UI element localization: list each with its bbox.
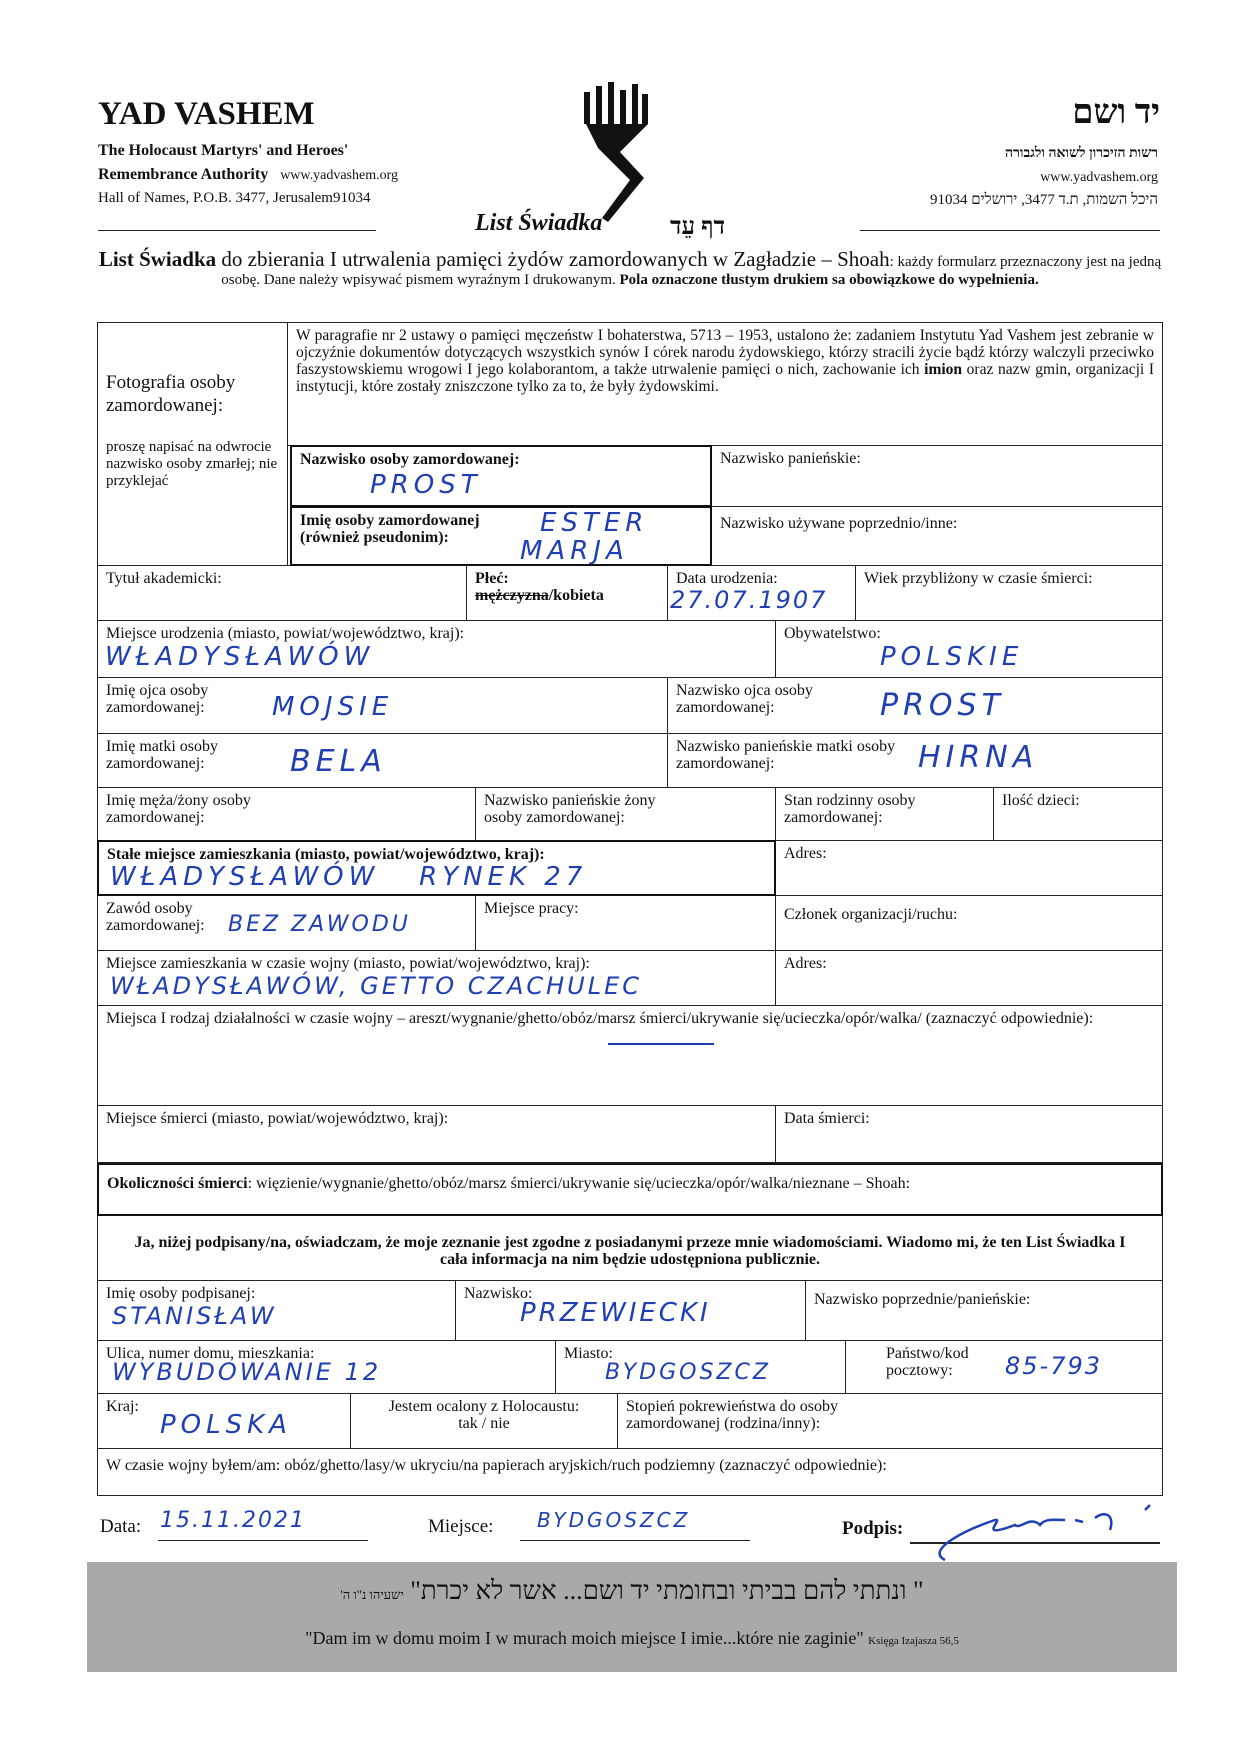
survivor-field[interactable]: Jestem ocalony z Holocaustu: tak / nie xyxy=(350,1393,618,1449)
website-he: www.yadvashem.org xyxy=(1040,170,1158,185)
org-name: YAD VASHEM xyxy=(98,96,315,132)
maiden-name-field[interactable]: Nazwisko panieńskie: xyxy=(711,445,1163,507)
war-residence-field[interactable]: Miejsce zamieszkania w czasie wojny (miasto, powiat/województwo, kraj): xyxy=(97,950,776,1006)
father-surname-value: PROST xyxy=(880,688,1005,723)
birth-date-value: 27.07.1907 xyxy=(670,586,828,614)
residence-value: WŁADYSŁAWÓW RYNEK 27 xyxy=(110,862,588,892)
place-value: BYDGOSZCZ xyxy=(537,1508,691,1532)
age-field[interactable]: Wiek przybliżony w czasie śmierci: xyxy=(855,565,1163,621)
form-title-he: דף עֵד xyxy=(670,214,726,240)
intro-text: List Świadka do zbierania I utrwalenia pamięci żydów zamordowanych w Zagładzie – Shoah: każdy formularz przeznaczony jest na jedną osobę. Dane należy wpisywać pismem wyraźnym I drukowanym. Pola oznaczone tłustym drukiem sa obowiązkowe do wypełnienia. xyxy=(98,247,1162,288)
father-name-field[interactable]: Imię ojca osoby zamordowanej: xyxy=(97,677,668,734)
academic-title-field[interactable]: Tytuł akademicki: xyxy=(97,565,467,621)
city-field[interactable]: Miasto: xyxy=(555,1340,846,1394)
subtitle-he: רשות הזיכרון לשואה ולגבורה xyxy=(1004,146,1158,161)
website: www.yadvashem.org xyxy=(280,168,398,183)
mother-maiden-value: HIRNA xyxy=(918,740,1039,775)
previous-name-field[interactable]: Nazwisko używane poprzednio/inne: xyxy=(711,506,1163,566)
country-value: POLSKA xyxy=(160,1410,292,1440)
residence-field[interactable]: Stałe miejsce zamieszkania (miasto, powiat/województwo, kraj): xyxy=(97,840,776,896)
address-he: היכל השמות, ת.ד 3477, ירושלים 91034 xyxy=(930,192,1158,208)
mother-name-field[interactable]: Imię matki osoby zamordowanej: xyxy=(97,733,668,788)
first-name-value: ESTER xyxy=(540,508,649,538)
surname-value: PROST xyxy=(370,470,482,500)
date-label: Data: xyxy=(100,1516,142,1537)
law-text: W paragrafie nr 2 ustawy o pamięci męczeństw I bohaterstwa, 5713 – 1953, ustalono że: zadaniem Instytutu Yad Vashem jest zebranie w ojczyźnie dokumentów dotyczących wszystkich synów I córek narodu żydowskiego, którzy stracili życie bądź którzy walczyli przeciwko faszystowskiemu wrogowi I jego kolaborantom, a także utrwalenie pamięci o nich, zachowanie ich imion oraz nazw gmin, organizacji I instytucji, które zostały zniszczone tylko za to, że były żydowskimi. xyxy=(287,322,1163,446)
date-line xyxy=(158,1540,368,1541)
photo-note: proszę napisać na odwrocie nazwisko osoby zmarłej; nie przyklejać xyxy=(106,439,278,489)
organization-field[interactable]: Członek organizacji/ruchu: xyxy=(775,895,1163,951)
date-value: 15.11.2021 xyxy=(160,1508,306,1533)
wife-maiden-field[interactable]: Nazwisko panieńskie żony osoby zamordowanej: xyxy=(475,787,776,841)
war-address-field[interactable]: Adres: xyxy=(775,950,1163,1006)
postal-field[interactable]: Państwo/kod pocztowy: xyxy=(845,1340,1163,1394)
first-name-field[interactable]: Imię osoby zamordowanej (również pseudonim): xyxy=(290,506,712,566)
photo-box[interactable] xyxy=(97,322,288,566)
spouse-field[interactable]: Imię męża/żony osoby zamordowanej: xyxy=(97,787,476,841)
address-en: Hall of Names, P.O.B. 3477, Jerusalem91034 xyxy=(98,190,371,206)
divider xyxy=(860,230,1160,231)
photo-label: Fotografia osoby zamordowanej: xyxy=(106,372,236,416)
sex-field[interactable]: Płeć: mężczyzna/kobieta xyxy=(466,565,668,621)
declaration: Ja, niżej podpisany/na, oświadczam, że moje zeznanie jest zgodne z posiadanymi przeze mnie wiadomościami. Wiadomo mi, że ten List Świadka I cała informacja na nim będzie udostępniona publicznie. xyxy=(97,1215,1163,1281)
birth-place-value: WŁADYSŁAWÓW xyxy=(105,642,375,672)
street-field[interactable]: Ulica, numer domu, mieszkania: xyxy=(97,1340,556,1394)
signature-mark xyxy=(905,1490,1165,1570)
org-subtitle-2: Remembrance Authority xyxy=(98,166,269,183)
city-value: BYDGOSZCZ xyxy=(605,1360,771,1385)
birth-place-field[interactable]: Miejsce urodzenia (miasto, powiat/województwo, kraj): xyxy=(97,620,776,678)
surname-field[interactable]: Nazwisko osoby zamordowanej: xyxy=(290,445,712,507)
war-residence-value: WŁADYSŁAWÓW, GETTO CZACHULEC xyxy=(110,972,643,1000)
children-field[interactable]: Ilość dzieci: xyxy=(993,787,1163,841)
birth-date-field[interactable]: Data urodzenia: xyxy=(667,565,856,621)
citizenship-value: POLSKIE xyxy=(880,642,1024,672)
death-circumstances-field[interactable]: Okoliczności śmierci: więzienie/wygnanie/ghetto/obóz/marsz śmierci/ukrywanie się/ucieczka/opór/walka/nieznane – Shoah: xyxy=(97,1163,1163,1216)
war-activity-field[interactable]: Miejsca I rodzaj działalności w czasie wojny – areszt/wygnanie/ghetto/obóz/marsz śmierci/ukrywanie się/ucieczka/opór/walka/ (zaznaczyć odpowiednie): xyxy=(97,1005,1163,1106)
quote-he: " ונתתי להם בביתי ובחומתי יד ושם... אשר לא יכרת" ישעיהו נ"ו ה' xyxy=(340,1576,924,1605)
place-label: Miejsce: xyxy=(428,1516,494,1537)
workplace-field[interactable]: Miejsce pracy: xyxy=(475,895,776,951)
father-name-value: MOJSIE xyxy=(272,692,394,722)
postal-value: 85-793 xyxy=(1005,1352,1103,1380)
witness-surname-field[interactable]: Nazwisko: xyxy=(455,1280,806,1341)
quote-pl: "Dam im w domu moim I w murach moich miejsce I imie...które nie zaginie" Księga Izajasza 56,5 xyxy=(305,1628,959,1648)
citizenship-field[interactable]: Obywatelstwo: xyxy=(775,620,1163,678)
witness-first-name-value: STANISŁAW xyxy=(112,1302,277,1330)
address-field[interactable]: Adres: xyxy=(775,840,1163,896)
witness-first-name-field[interactable]: Imię osoby podpisanej: xyxy=(97,1280,456,1341)
ghetto-underline-mark xyxy=(608,1043,714,1045)
witness-war-field[interactable]: W czasie wojny byłem/am: obóz/ghetto/lasy/w ukryciu/na papierach aryjskich/ruch podziemny (zaznaczyć odpowiednie): xyxy=(97,1448,1163,1496)
divider xyxy=(98,230,376,231)
place-line xyxy=(520,1540,750,1541)
org-name-he: יד ושם xyxy=(1072,94,1160,131)
death-date-field[interactable]: Data śmierci: xyxy=(775,1105,1163,1163)
marital-status-field[interactable]: Stan rodzinny osoby zamordowanej: xyxy=(775,787,994,841)
form-title: List Świadka xyxy=(475,210,603,236)
death-place-field[interactable]: Miejsce śmierci (miasto, powiat/województwo, kraj): xyxy=(97,1105,776,1163)
relation-field[interactable]: Stopień pokrewieństwa do osoby zamordowanej (rodzina/inny): xyxy=(617,1393,1163,1449)
profession-value: BEZ ZAWODU xyxy=(228,912,411,937)
witness-surname-value: PRZEWIECKI xyxy=(520,1298,711,1328)
country-field[interactable]: Kraj: xyxy=(97,1393,351,1449)
street-value: WYBUDOWANIE 12 xyxy=(112,1358,382,1386)
first-name-value-2: MARJA xyxy=(520,536,629,566)
father-surname-field[interactable]: Nazwisko ojca osoby zamordowanej: xyxy=(667,677,1163,734)
quote-banner xyxy=(87,1562,1177,1672)
signature-label: Podpis: xyxy=(842,1518,904,1539)
org-subtitle-1: The Holocaust Martyrs' and Heroes' xyxy=(98,142,349,159)
witness-prev-surname-field[interactable]: Nazwisko poprzednie/panieńskie: xyxy=(805,1280,1163,1341)
mother-name-value: BELA xyxy=(290,744,387,779)
profession-field[interactable]: Zawód osoby zamordowanej: xyxy=(97,895,476,951)
mother-maiden-field[interactable]: Nazwisko panieńskie matki osoby zamordowanej: xyxy=(667,733,1163,788)
